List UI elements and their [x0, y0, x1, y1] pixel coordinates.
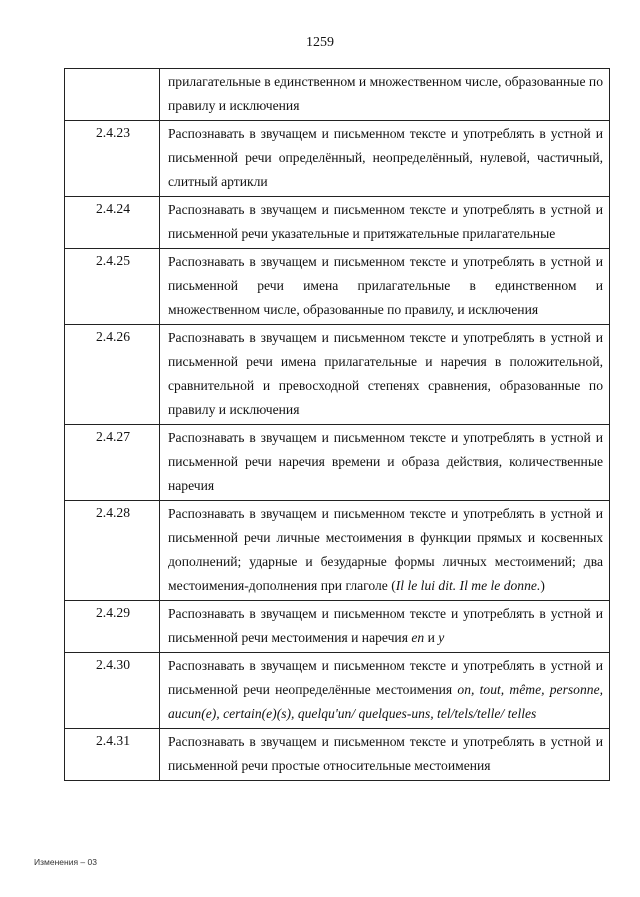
row-description — [160, 653, 610, 729]
description-text: и — [424, 630, 439, 645]
table-body — [65, 69, 610, 781]
row-number: 2.4.27 — [65, 425, 160, 501]
table-row — [65, 729, 610, 781]
row-description — [160, 729, 610, 781]
table-row — [65, 425, 610, 501]
description-text: Распознавать в звучащем и письменном тексте и употреблять в устной и письменной речи наречия времени и образа действия, количественные наречия — [168, 430, 603, 493]
table-row — [65, 197, 610, 249]
row-description — [160, 425, 610, 501]
description-text: Распознавать в звучащем и письменном тексте и употреблять в устной и письменной речи указательные и притяжательные прилагательные — [168, 202, 603, 241]
row-number: 2.4.23 — [65, 121, 160, 197]
description-text: Распознавать в звучащем и письменном тексте и употреблять в устной и письменной речи определённый, неопределённый, нулевой, частичный, слитный артикли — [168, 126, 603, 189]
description-text: Распознавать в звучащем и письменном тексте и употреблять в устной и письменной речи личные местоимения в функции прямых и косвенных дополнений; ударные и безударные формы личных местоимений; два местоимения-дополнения при глаголе ( — [168, 506, 603, 593]
italic-example-text: y — [438, 630, 445, 645]
row-description — [160, 249, 610, 325]
row-number — [65, 69, 160, 121]
row-number: 2.4.28 — [65, 501, 160, 601]
italic-example-text: Il le lui dit. Il me le donne. — [395, 578, 541, 593]
description-text: Распознавать в звучащем и письменном тексте и употреблять в устной и письменной речи неопределённые местоимения — [168, 658, 603, 697]
row-description — [160, 197, 610, 249]
description-text: Распознавать в звучащем и письменном тексте и употреблять в устной и письменной речи простые относительные местоимения — [168, 734, 603, 773]
row-description — [160, 601, 610, 653]
row-number: 2.4.26 — [65, 325, 160, 425]
requirements-table — [64, 68, 610, 781]
table-row — [65, 501, 610, 601]
italic-example-text: en — [411, 630, 425, 645]
row-number: 2.4.30 — [65, 653, 160, 729]
table-row — [65, 325, 610, 425]
row-description — [160, 501, 610, 601]
description-text: прилагательные в единственном и множественном числе, образованные по правилу и исключения — [168, 74, 603, 113]
footer-revision: Изменения – 03 — [34, 857, 97, 867]
row-description — [160, 325, 610, 425]
row-number: 2.4.24 — [65, 197, 160, 249]
description-text: Распознавать в звучащем и письменном тексте и употреблять в устной и письменной речи местоимения и наречия — [168, 606, 603, 645]
row-number: 2.4.31 — [65, 729, 160, 781]
row-number: 2.4.29 — [65, 601, 160, 653]
description-text: Распознавать в звучащем и письменном тексте и употреблять в устной и письменной речи имена прилагательные и наречия в положительной, сравнительной и превосходной степенях сравнения, образованные по правилу и исключения — [168, 330, 603, 417]
description-text: ) — [540, 578, 545, 593]
table-row — [65, 249, 610, 325]
italic-example-text: on, tout, même, personne, aucun(e), certain(e)(s), quelqu'un/ quelques-uns, tel/tels/telle/ telles — [168, 682, 603, 721]
table-row — [65, 69, 610, 121]
table-row — [65, 653, 610, 729]
row-description — [160, 69, 610, 121]
row-number: 2.4.25 — [65, 249, 160, 325]
table-row — [65, 121, 610, 197]
page-number: 1259 — [306, 35, 334, 50]
row-description — [160, 121, 610, 197]
table-row — [65, 601, 610, 653]
description-text: Распознавать в звучащем и письменном тексте и употреблять в устной и письменной речи имена прилагательные в единственном и множественном числе, образованные по правилу, и исключения — [168, 254, 603, 317]
